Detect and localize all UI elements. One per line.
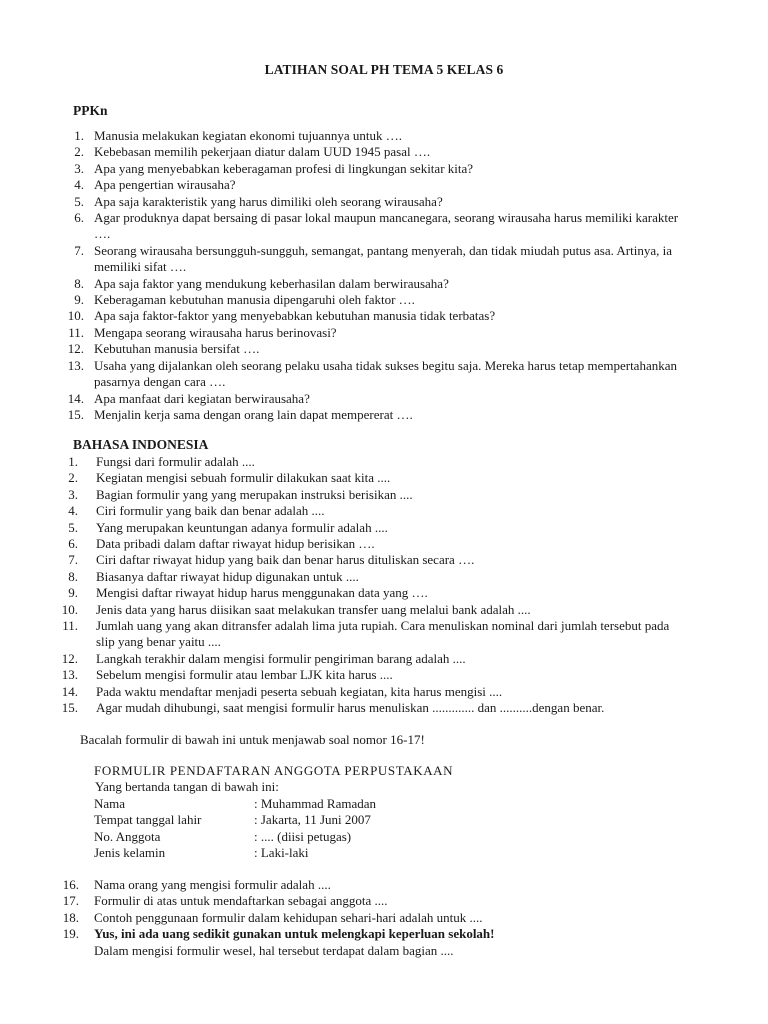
page-title: LATIHAN SOAL PH TEMA 5 KELAS 6 [264, 62, 504, 77]
question-number: 5. [68, 519, 78, 535]
question-number: 2. [74, 144, 84, 160]
question-number: 13. [67, 357, 84, 373]
question-number: 3. [68, 486, 78, 502]
question-item [0, 700, 686, 716]
question-item [0, 552, 686, 568]
question-text: Contoh penggunaan formulir dalam kehidupan sehari-hari adalah untuk .... [94, 909, 483, 925]
question-text: Usaha yang dijalankan oleh seorang pelaku usaha tidak sukses begitu saja. Mereka harus tetap mempertahankan pasarnya dengan cara …. [94, 357, 677, 390]
question-item [0, 585, 686, 601]
question-text: Apa manfaat dari kegiatan berwirausaha? [94, 390, 310, 406]
question-text: Mengisi daftar riwayat hidup harus menggunakan data yang …. [96, 585, 428, 601]
question-text: Ciri daftar riwayat hidup yang baik dan benar harus dituliskan secara …. [96, 552, 475, 568]
question-text: Apa saja faktor yang mendukung keberhasilan dalam berwirausaha? [94, 275, 449, 291]
bahasa-question-list [0, 454, 686, 717]
question-item [0, 128, 684, 144]
form-row-value: : Jakarta, 11 Juni 2007 [254, 812, 371, 828]
form-row [94, 829, 453, 845]
question-number: 11. [68, 324, 84, 340]
form-row-label: Tempat tanggal lahir [94, 812, 202, 828]
question-item [0, 536, 686, 552]
question-number: 2. [68, 470, 78, 486]
question-number: 1. [68, 454, 78, 469]
question-number: 9. [74, 292, 84, 308]
question-text: Data pribadi dalam daftar riwayat hidup berisikan …. [96, 536, 375, 552]
question-item [0, 910, 684, 926]
question-item [0, 684, 686, 700]
question-text: Apa pengertian wirausaha? [94, 177, 236, 193]
question-number: 15. [67, 406, 84, 422]
section-heading-ppkn: PPKn [73, 103, 108, 118]
question-text: Nama orang yang mengisi formulir adalah .... [94, 877, 331, 892]
question-text: Yang merupakan keuntungan adanya formulir adalah .... [96, 519, 388, 535]
form-row [94, 796, 453, 812]
question-item [0, 893, 684, 909]
question-item [0, 325, 684, 341]
question-text: Kebutuhan manusia bersifat …. [94, 341, 260, 357]
question-number: 4. [68, 503, 78, 519]
question-number: 10. [61, 601, 78, 617]
question-number: 12. [61, 650, 78, 666]
question-number: 19. [62, 926, 79, 942]
section-heading-bahasa-indonesia: BAHASA INDONESIA [73, 437, 209, 452]
question-text: Apa saja faktor-faktor yang menyebabkan kebutuhan manusia tidak terbatas? [94, 308, 496, 324]
question-number: 11. [62, 618, 78, 634]
question-number: 4. [74, 177, 84, 193]
question-item [0, 144, 684, 160]
question-number: 5. [74, 193, 84, 209]
question-number: 6. [74, 210, 84, 226]
question-text: Agar produknya dapat bersaing di pasar lokal maupun mancanegara, seorang wirausaha harus memiliki karakter …. [94, 210, 679, 242]
question-text: Biasanya daftar riwayat hidup digunakan untuk .... [96, 568, 359, 584]
question-item [0, 391, 684, 407]
question-text: Bagian formulir yang yang merupakan instruksi berisikan .... [96, 486, 413, 502]
question-item [0, 520, 686, 536]
question-number: 3. [74, 160, 84, 176]
question-number: 8. [74, 275, 84, 291]
question-item [0, 358, 684, 391]
question-item [0, 454, 686, 470]
question-number: 14. [61, 683, 78, 699]
question-item [0, 308, 684, 324]
question-text: Mengapa seorang wirausaha harus berinovasi? [94, 324, 337, 340]
form-row-label: Jenis kelamin [94, 845, 166, 861]
question-number: 1. [74, 128, 84, 143]
form-instruction: Bacalah formulir di bawah ini untuk menjawab soal nomor 16-17! [80, 732, 425, 747]
question-number: 12. [67, 341, 84, 357]
question-item [0, 243, 684, 276]
question-number: 15. [61, 700, 78, 716]
question-item [0, 569, 686, 585]
question-item [0, 618, 686, 651]
question-text: Keberagaman kebutuhan manusia dipengaruhi oleh faktor …. [94, 292, 415, 308]
form-row [94, 812, 453, 828]
question-number: 18. [62, 909, 79, 925]
question-item [0, 602, 686, 618]
question-item [0, 276, 684, 292]
form-row-value: : Muhammad Ramadan [254, 795, 377, 811]
question-item [0, 503, 686, 519]
form-row-label: No. Anggota [94, 828, 161, 844]
form-row-value: : Laki-laki [254, 845, 309, 861]
question-text: Formulir di atas untuk mendaftarkan sebagai anggota .... [94, 893, 388, 909]
more-question-list [0, 877, 684, 959]
form-rows [94, 796, 453, 862]
question-text: Apa yang menyebabkan keberagaman profesi di lingkungan sekitar kita? [94, 160, 474, 176]
question-number: 13. [61, 667, 78, 683]
question-number: 16. [62, 877, 79, 892]
question-number: 9. [68, 585, 78, 601]
question-text: Jumlah uang yang akan ditransfer adalah lima juta rupiah. Cara menuliskan nominal dari jumlah tersebut pada slip yang benar yaitu .... [96, 618, 670, 650]
question-text: Yus, ini ada uang sedikit gunakan untuk melengkapi keperluan sekolah! [94, 926, 495, 942]
question-number: 7. [74, 242, 84, 258]
question-item [0, 877, 684, 893]
question-text: Menjalin kerja sama dengan orang lain dapat mempererat …. [94, 406, 413, 422]
question-item [0, 177, 684, 193]
question-item [0, 341, 684, 357]
question-text: Kebebasan memilih pekerjaan diatur dalam UUD 1945 pasal …. [94, 144, 431, 160]
question-item [0, 210, 684, 243]
question-text: Fungsi dari formulir adalah .... [96, 454, 255, 469]
question-item [0, 161, 684, 177]
form-row-label: Nama [94, 795, 126, 811]
question-number: 7. [68, 552, 78, 568]
question-item [0, 487, 686, 503]
question-number: 6. [68, 536, 78, 552]
question-text-continued: Dalam mengisi formulir wesel, hal tersebut terdapat dalam bagian .... [94, 942, 454, 958]
question-text: Ciri formulir yang baik dan benar adalah .... [96, 503, 325, 519]
question-text: Seorang wirausaha bersungguh-sungguh, semangat, pantang menyerah, dan tidak miudah putus asa. Artinya, ia memiliki sifat …. [94, 242, 672, 275]
question-item [0, 407, 684, 423]
question-item [0, 667, 686, 683]
question-text: Apa saja karakteristik yang harus dimiliki oleh seorang wirausaha? [94, 193, 443, 209]
ppkn-question-list [0, 128, 684, 423]
question-number: 17. [62, 893, 79, 909]
form-title: FORMULIR PENDAFTARAN ANGGOTA PERPUSTAKAAN [94, 763, 454, 778]
question-item [0, 292, 684, 308]
form-row [94, 845, 453, 861]
question-item [0, 194, 684, 210]
form-subtitle: Yang bertanda tangan di bawah ini: [95, 779, 279, 795]
question-text: Sebelum mengisi formulir atau lembar LJK kita harus .... [96, 667, 393, 683]
question-number: 14. [67, 390, 84, 406]
library-form [94, 763, 453, 861]
question-text: Manusia melakukan kegiatan ekonomi tujuannya untuk …. [94, 128, 402, 143]
question-text: Langkah terakhir dalam mengisi formulir pengiriman barang adalah .... [96, 650, 466, 666]
question-number: 10. [67, 308, 84, 324]
question-number: 8. [68, 568, 78, 584]
form-row-value: : .... (diisi petugas) [254, 828, 352, 844]
question-item [0, 470, 686, 486]
question-text: Kegiatan mengisi sebuah formulir dilakukan saat kita .... [96, 470, 391, 486]
question-text: Pada waktu mendaftar menjadi peserta sebuah kegiatan, kita harus mengisi .... [96, 683, 503, 699]
question-item [0, 926, 684, 959]
question-item [0, 651, 686, 667]
question-text: Agar mudah dihubungi, saat mengisi formulir harus menuliskan ............. dan ..........dengan benar. [96, 700, 605, 716]
question-text: Jenis data yang harus diisikan saat melakukan transfer uang melalui bank adalah .... [96, 601, 531, 617]
